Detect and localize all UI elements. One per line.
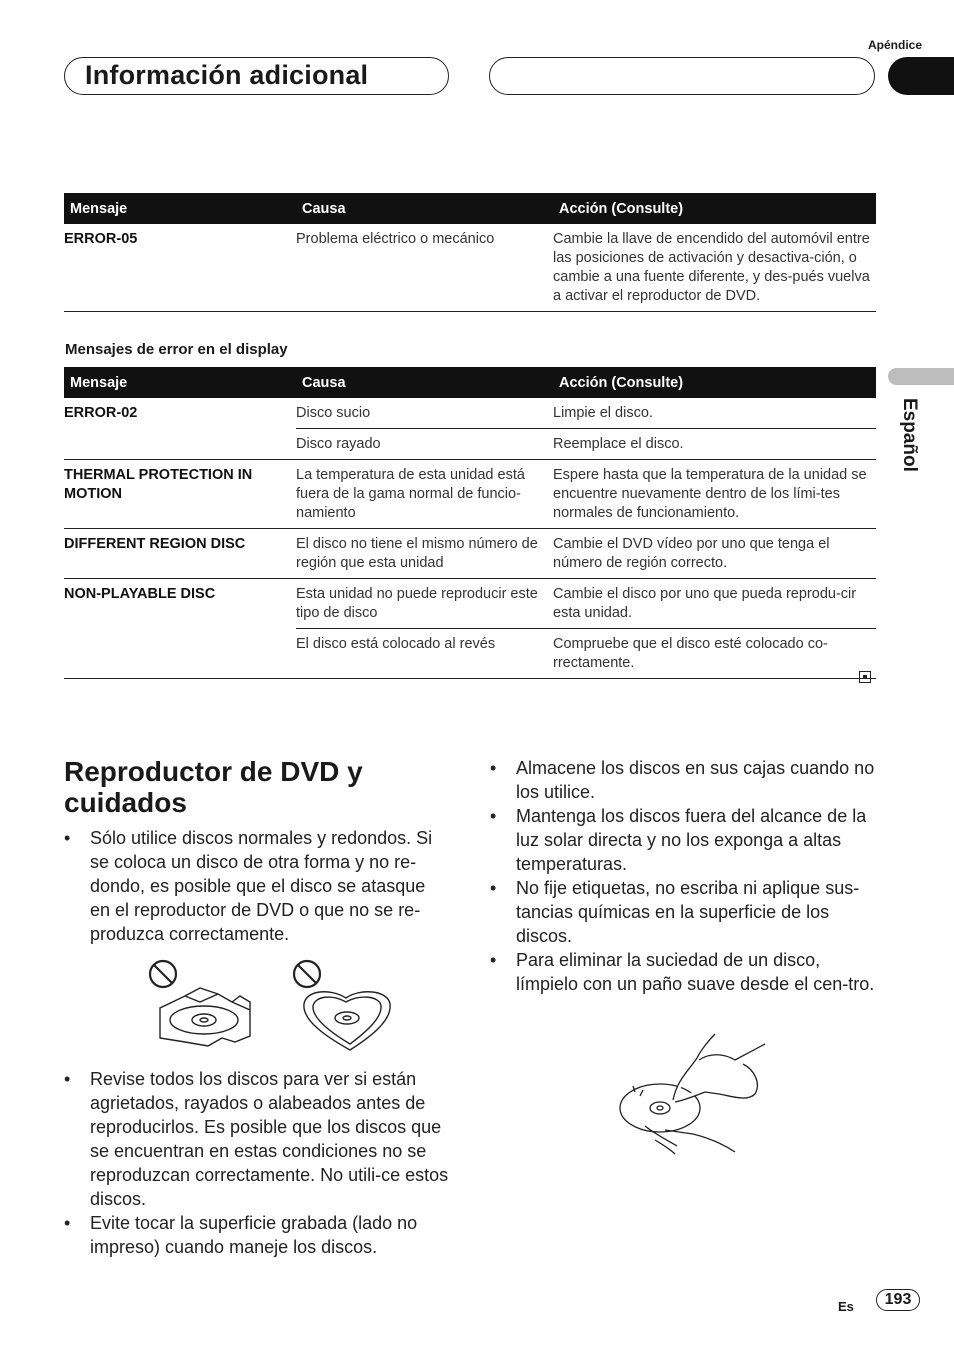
prohibited-icon	[150, 961, 176, 987]
cause-cell: Esta unidad no puede reproducir este tipo de disco	[296, 579, 553, 629]
language-tab-marker	[888, 368, 954, 385]
page-title: Información adicional	[85, 60, 369, 90]
octagon-disc-icon	[160, 988, 250, 1046]
table-row	[64, 398, 876, 429]
column-header-message: Mensaje	[64, 367, 296, 398]
list-item: • Almacene los discos en sus cajas cuando no los utilice.	[490, 756, 876, 804]
table-row	[64, 579, 876, 629]
bullet-list-left-bottom	[64, 1067, 449, 1259]
cause-cell: El disco está colocado al revés	[296, 636, 496, 652]
list-item: • Mantenga los discos fuera del alcance de la luz solar directa y no los exponga a altas temperaturas.	[490, 804, 876, 876]
cause-cell: El disco no tiene el mismo número de región que esta unidad	[296, 536, 538, 571]
table-row	[64, 529, 876, 579]
column-header-action: Acción (Consulte)	[553, 367, 876, 398]
column-header-action: Acción (Consulte)	[553, 193, 876, 224]
disc-icon	[620, 1084, 700, 1132]
action-cell: Limpie el disco.	[553, 398, 876, 429]
table-row	[64, 224, 876, 312]
bullet-list-left-top	[64, 826, 449, 946]
prohibited-icon	[294, 961, 320, 987]
bullet-list-right	[490, 756, 876, 996]
list-item: • Evite tocar la superficie grabada (lado no impreso) cuando maneje los discos.	[64, 1211, 449, 1259]
message-cell: THERMAL PROTECTION IN MOTION	[64, 467, 253, 502]
message-cell: DIFFERENT REGION DISC	[64, 536, 246, 552]
cause-cell: La temperatura de esta unidad está fuera de la gama normal de funcio-namiento	[296, 467, 525, 521]
action-cell: Cambie el disco por uno que pueda reprodu-cir esta unidad.	[553, 579, 876, 629]
title-banner	[64, 57, 449, 95]
action-cell: Espere hasta que la temperatura de la unidad se encuentre nuevamente dentro de los lími-tes normales de funcionamiento.	[553, 467, 867, 521]
list-item: • No fije etiquetas, no escriba ni aplique sus-tancias químicas en la superficie de los discos.	[490, 876, 876, 948]
section-end-icon	[859, 671, 871, 683]
message-cell: ERROR-02	[64, 405, 138, 421]
column-header-cause: Causa	[296, 367, 553, 398]
table-header-row	[64, 193, 876, 224]
action-cell: Reemplace el disco.	[553, 436, 684, 452]
list-item: • Sólo utilice discos normales y redondos. Si se coloca un disco de otra forma y no re-dondo, es posible que el disco se atasque en el reproductor de DVD o que no se re-produzca correctamente.	[64, 826, 449, 946]
action-cell: Compruebe que el disco esté colocado co-rrectamente.	[553, 636, 828, 671]
cause-cell: Disco rayado	[296, 436, 381, 452]
empty-banner	[489, 57, 875, 95]
chapter-tab	[888, 57, 954, 95]
action-cell: Cambie la llave de encendido del automóvil entre las posiciones de activación y desactiva-ción, o cambie a una fuente diferente, y des-pués vuelva a activar el reproductor de DVD.	[553, 231, 870, 304]
list-item: • Para eliminar la suciedad de un disco, límpielo con un paño suave desde el cen-tro.	[490, 948, 876, 996]
column-header-message: Mensaje	[64, 193, 296, 224]
action-cell: Cambie el DVD vídeo por uno que tenga el número de región correcto.	[553, 536, 830, 571]
error-table-1	[64, 193, 876, 312]
error-table-2	[64, 367, 876, 679]
message-cell: ERROR-05	[64, 231, 138, 247]
heart-disc-icon	[304, 992, 390, 1050]
list-item: • Revise todos los discos para ver si están agrietados, rayados o alabeados antes de reproducirlos. Es posible que los discos que se encuentran en estas condiciones no se reproduzcan correctamente. No utili-ce estos discos.	[64, 1067, 449, 1211]
page-number: 193	[876, 1289, 920, 1311]
column-header-cause: Causa	[296, 193, 553, 224]
disc-cleaning-illustration	[615, 1030, 775, 1155]
section-title: Reproductor de DVD y cuidados	[64, 756, 363, 818]
subheading: Mensajes de error en el display	[65, 341, 288, 358]
message-cell: NON-PLAYABLE DISC	[64, 586, 216, 602]
language-code: Es	[838, 1299, 854, 1314]
cause-cell: Disco sucio	[296, 398, 553, 429]
cause-cell: Problema eléctrico o mecánico	[296, 231, 495, 247]
table-header-row	[64, 367, 876, 398]
section-label: Apéndice	[868, 38, 923, 52]
side-language-label: Español	[899, 398, 920, 472]
irregular-discs-illustration	[140, 958, 410, 1058]
table-row	[64, 460, 876, 529]
